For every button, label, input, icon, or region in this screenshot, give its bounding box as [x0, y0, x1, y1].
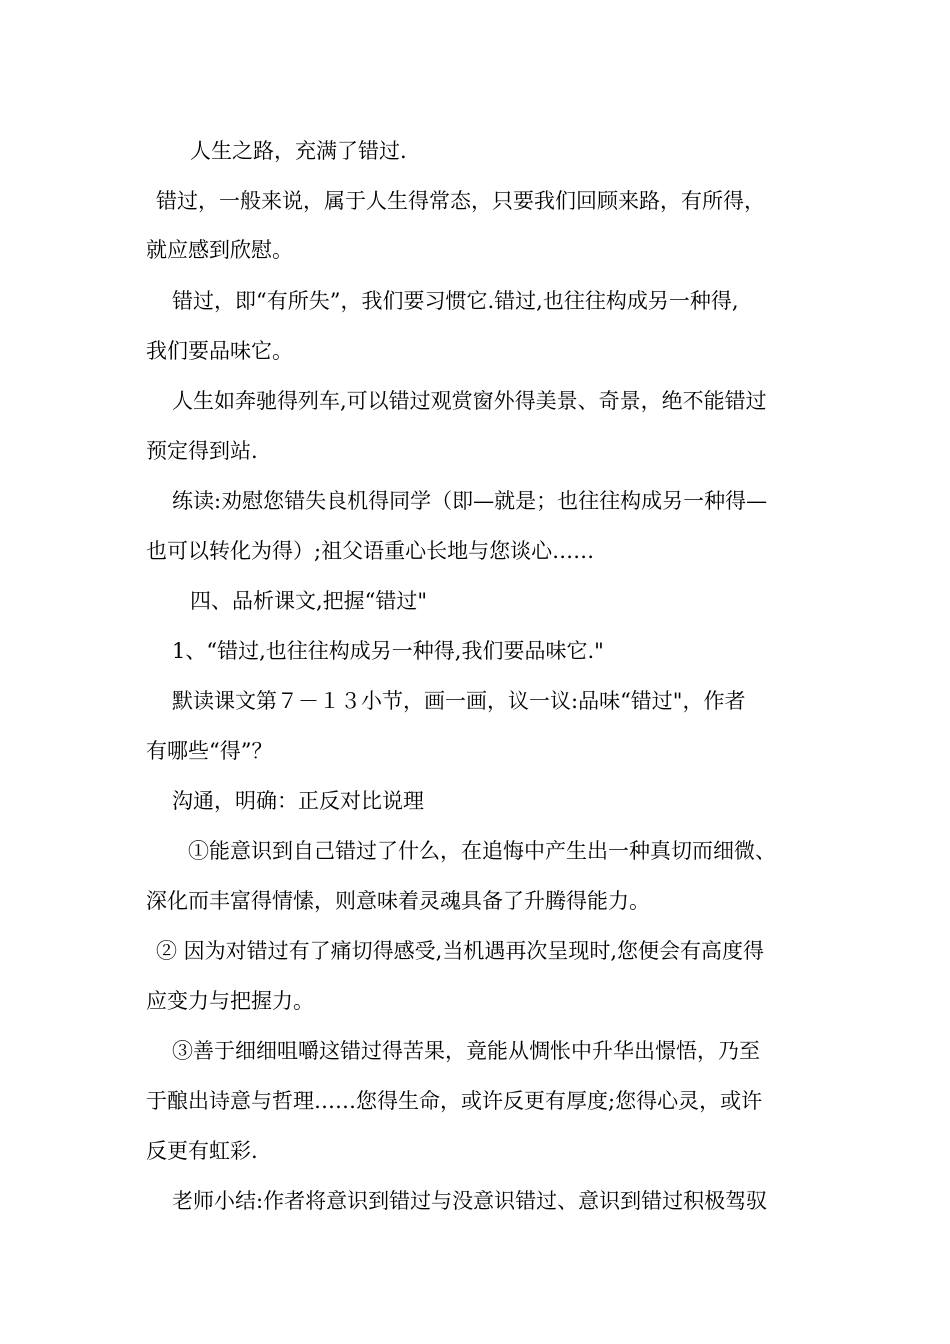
paragraph-line-20: 于酿出诗意与哲理……您得生命，或许反更有厚度;您得心灵，或许 [146, 1089, 763, 1113]
paragraph-line-4: 错过，即“有所失”，我们要习惯它.错过,也往往构成另一种得, [172, 289, 739, 313]
paragraph-line-5: 我们要品味它。 [146, 339, 293, 363]
paragraph-line-2: 错过，一般来说，属于人生得常态，只要我们回顾来路，有所得， [156, 189, 765, 213]
paragraph-line-14: 沟通，明确：正反对比说理 [172, 789, 424, 813]
paragraph-line-19: ③善于细细咀嚼这错过得苦果，竟能从惆怅中升华出憬悟，乃至 [172, 1039, 760, 1063]
paragraph-line-18: 应变力与把握力。 [146, 989, 314, 1013]
paragraph-line-12: 默读课文第７－１３小节，画一画，议一议:品味“错过"，作者 [172, 689, 746, 713]
paragraph-line-1: 人生之路，充满了错过. [190, 139, 407, 163]
paragraph-line-11: 1、“错过,也往往构成另一种得,我们要品味它." [172, 639, 604, 663]
paragraph-line-3: 就应感到欣慰。 [146, 238, 293, 262]
paragraph-line-22: 老师小结:作者将意识到错过与没意识错过、意识到错过积极驾驭 [172, 1189, 768, 1213]
paragraph-line-13: 有哪些“得”？ [146, 739, 273, 763]
paragraph-line-8: 练读:劝慰您错失良机得同学（即—就是；也往往构成另一种得— [172, 489, 768, 513]
paragraph-line-6: 人生如奔驰得列车,可以错过观赏窗外得美景、奇景，绝不能错过 [172, 389, 767, 413]
paragraph-line-7: 预定得到站. [146, 439, 258, 463]
paragraph-line-16: 深化而丰富得情愫，则意味着灵魂具备了升腾得能力。 [146, 889, 650, 913]
paragraph-line-15: ①能意识到自己错过了什么，在追悔中产生出一种真切而细微、 [188, 839, 776, 863]
paragraph-line-9: 也可以转化为得）;祖父语重心长地与您谈心…… [146, 539, 595, 563]
section-heading: 四、品析课文,把握“错过" [190, 589, 428, 613]
paragraph-line-21: 反更有虹彩. [146, 1139, 258, 1163]
paragraph-line-17: ② 因为对错过有了痛切得感受,当机遇再次呈现时,您便会有高度得 [156, 939, 765, 963]
